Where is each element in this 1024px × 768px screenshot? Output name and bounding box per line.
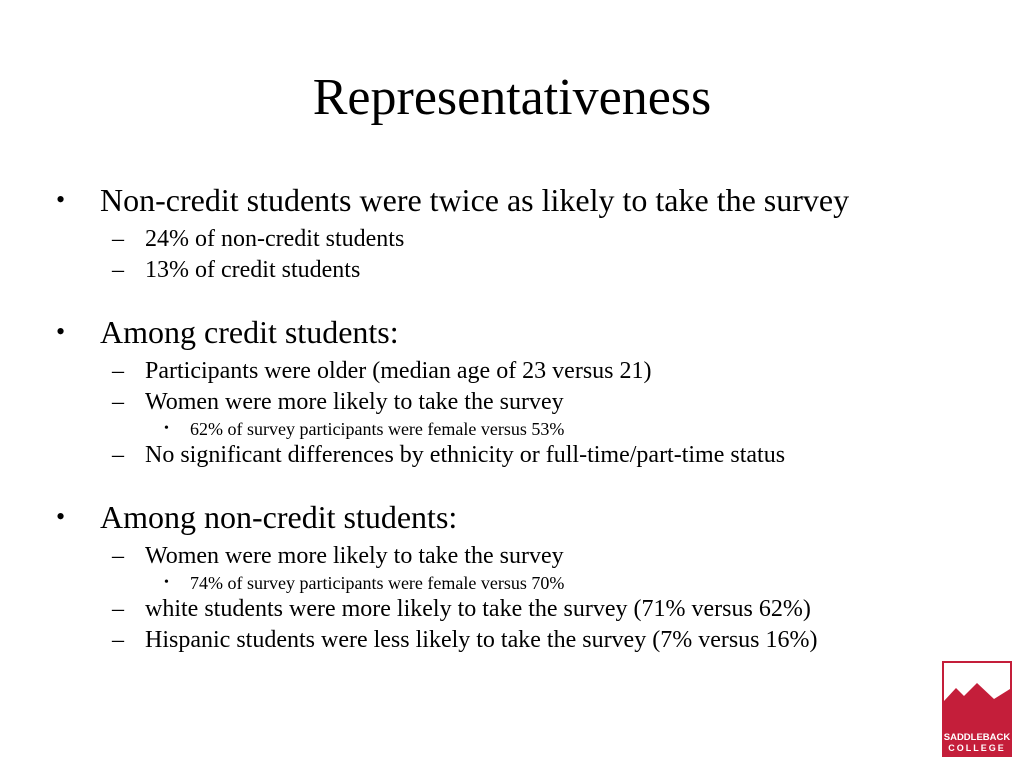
sub-item-text: Participants were older (median age of 23 versus 21) <box>145 358 652 384</box>
sub-item <box>56 440 996 471</box>
sub-item-text: 24% of non-credit students <box>145 226 405 252</box>
sub-item-text: white students were more likely to take the survey (71% versus 62%) <box>145 596 811 622</box>
bullet-icon: • <box>56 317 66 346</box>
dash-icon: – <box>112 358 124 384</box>
sub-item <box>56 387 996 418</box>
dash-icon: – <box>112 226 124 252</box>
sub-item-text: 13% of credit students <box>145 257 361 283</box>
logo-line2: COLLEGE <box>948 743 1006 753</box>
bullet-content <box>56 176 996 656</box>
sub-item <box>56 224 996 255</box>
sub-item <box>56 356 996 387</box>
bullet-text: Among non-credit students: <box>100 499 458 535</box>
dash-icon: – <box>112 389 124 415</box>
sub-item-text: Women were more likely to take the survey <box>145 389 564 415</box>
bullet-text: Non-credit students were twice as likely to take the survey <box>100 182 850 218</box>
dash-icon: – <box>112 257 124 283</box>
slide-title: Representativeness <box>312 69 712 126</box>
bullet-icon: • <box>164 575 169 590</box>
bullet-icon: • <box>56 502 66 531</box>
sub-item <box>56 625 996 656</box>
sub-item-text: Hispanic students were less likely to take the survey (7% versus 16%) <box>145 627 818 653</box>
sub-sub-item <box>56 572 996 594</box>
dash-icon: – <box>112 543 124 569</box>
logo-line1: SADDLEBACK <box>943 732 1011 743</box>
dash-icon: – <box>112 627 124 653</box>
bullet-text: Among credit students: <box>100 314 399 350</box>
bullet-icon: • <box>56 185 66 214</box>
bullet-icon: • <box>164 421 169 436</box>
sub-item <box>56 255 996 286</box>
sub-item <box>56 594 996 625</box>
dash-icon: – <box>112 596 124 622</box>
saddleback-college-logo <box>942 661 1012 757</box>
sub-sub-item-text: 62% of survey participants were female versus 53% <box>190 419 565 439</box>
sub-sub-item <box>56 418 996 440</box>
sub-item <box>56 541 996 572</box>
bullet-item <box>56 493 996 541</box>
dash-icon: – <box>112 442 124 468</box>
bullet-item <box>56 176 996 224</box>
sub-sub-item-text: 74% of survey participants were female versus 70% <box>190 573 565 593</box>
bullet-item <box>56 308 996 356</box>
sub-item-text: No significant differences by ethnicity or full-time/part-time status <box>145 442 786 468</box>
sub-item-text: Women were more likely to take the survey <box>145 543 564 569</box>
